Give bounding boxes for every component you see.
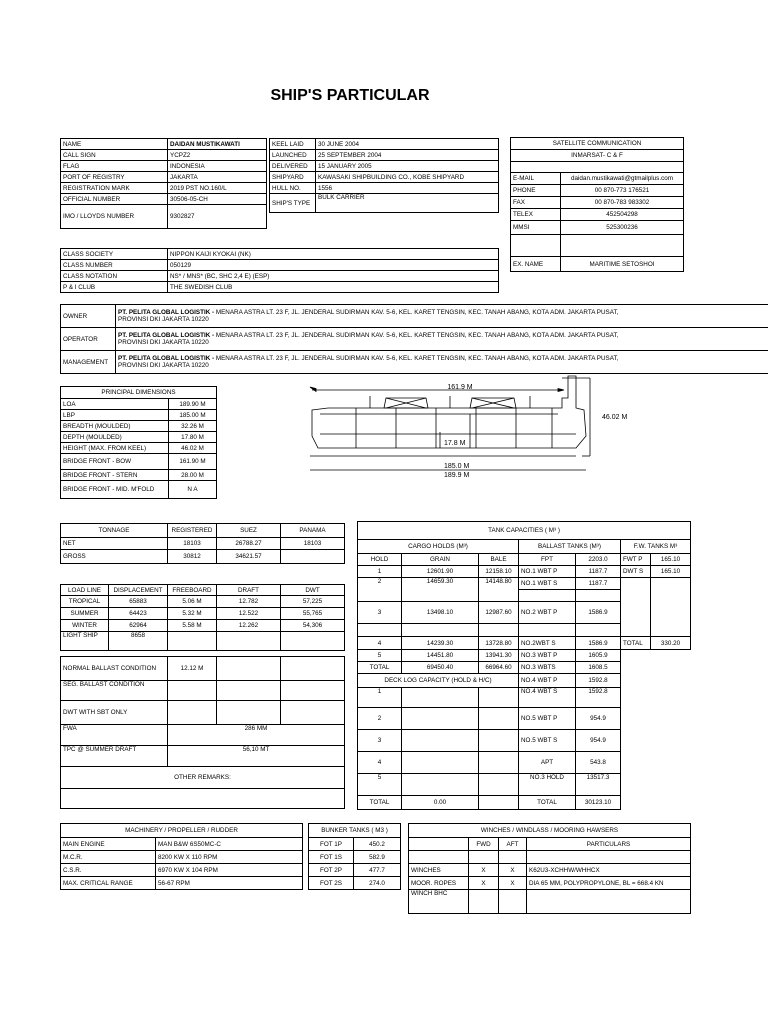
bunker-name: FOT 2S xyxy=(309,877,354,890)
general-value: JAKARTA xyxy=(168,172,267,183)
ballast-value: 1592.8 xyxy=(576,688,621,708)
ballast-name: NO.3 WBTS xyxy=(519,662,576,674)
ballast-name: NO.5 WBT S xyxy=(519,730,576,752)
winches-header: WINCHES / WINDLASS / MOORING HAWSERS xyxy=(409,824,691,838)
fw-tanks-header: F.W. TANKS M³ xyxy=(621,540,691,554)
tonnage-header: PANAMA xyxy=(281,524,345,538)
hold-grain: 14451.80 xyxy=(402,650,479,662)
tonnage-cell: 30812 xyxy=(168,550,217,564)
dimension-value: 189.90 M xyxy=(169,399,217,410)
companies-table xyxy=(60,304,768,374)
load-line-table xyxy=(60,584,345,651)
ballast-name: APT xyxy=(519,752,576,774)
particulars-col-header: PARTICULARS xyxy=(527,838,691,851)
tonnage-header: SUEZ xyxy=(217,524,281,538)
bunker-header: BUNKER TANKS ( M3 ) xyxy=(309,824,401,838)
ballast-name: NO.1 WBT P xyxy=(519,566,576,578)
holds-total-grain: 69450.40 xyxy=(402,662,479,674)
dwt-sbt-label: DWT WITH SBT ONLY xyxy=(61,701,168,725)
dimension-value: 46.02 M xyxy=(169,443,217,454)
hold-grain: 14659.30 xyxy=(402,578,479,602)
dimension-label: BRIDGE FRONT - BOW xyxy=(61,454,169,470)
general-value: INDONESIA xyxy=(168,161,267,172)
fw-total-value: 330.20 xyxy=(651,637,691,650)
dimension-label: LOA xyxy=(61,399,169,410)
dimension-value: 17.80 M xyxy=(169,432,217,443)
ballast-name: NO.1 WBT S xyxy=(519,578,576,590)
bunker-name: FOT 1P xyxy=(309,838,354,851)
build-label: SHIP'S TYPE xyxy=(270,194,316,213)
dimension-label: BREADTH (MOULDED) xyxy=(61,421,169,432)
build-value: BULK CARRIER xyxy=(316,194,499,213)
ship-profile-drawing xyxy=(300,374,640,484)
machinery-value: 8200 KW X 110 RPM xyxy=(156,851,303,864)
tonnage-cell: 34621.57 xyxy=(217,550,281,564)
build-value: 30 JUNE 2004 xyxy=(316,139,499,150)
general-label: IMO / LLOYDS NUMBER xyxy=(61,205,168,229)
cargo-holds-header: CARGO HOLDS (M³) xyxy=(358,540,519,554)
ballast-tanks-header: BALLAST TANKS (M³) xyxy=(519,540,621,554)
company-address-line2: PROVINSI DKI JAKARTA 10220 xyxy=(118,316,209,323)
fw-value: 165.10 xyxy=(651,566,691,578)
dim-lbp: 185.0 M xyxy=(444,463,470,470)
machinery-value: 56-67 RPM xyxy=(156,877,303,890)
bunker-tanks-table xyxy=(308,823,401,890)
machinery-label: MAX. CRITICAL RANGE xyxy=(61,877,156,890)
dimension-label: BRIDGE FRONT - MID. M'FOLD xyxy=(61,481,169,499)
dimension-value: 28.00 M xyxy=(169,470,217,481)
class-value: 050129 xyxy=(168,260,499,271)
general-value: YCPZ2 xyxy=(168,150,267,161)
tonnage-cell: 18103 xyxy=(281,538,345,550)
ballast-total-value: 30123.10 xyxy=(576,796,621,810)
holds-total-label: TOTAL xyxy=(358,662,402,674)
build-value: 1556 xyxy=(316,183,499,194)
build-value: 15 JANUARY 2005 xyxy=(316,161,499,172)
principal-header: PRINCIPAL DIMENSIONS xyxy=(61,387,217,399)
company-label: OPERATOR xyxy=(61,328,116,351)
build-label: KEEL LAID xyxy=(270,139,316,150)
winch-particulars: DIA 65 MM, POLYPROPYLONE, BL = 668.4 KN xyxy=(527,877,691,890)
satcom-value: 525300236 xyxy=(561,221,684,235)
tank-header: TANK CAPACITIES ( M³ ) xyxy=(358,522,691,540)
bunker-value: 450.2 xyxy=(354,838,401,851)
deck-row-no: 4 xyxy=(358,752,402,774)
ballast-value: 1586.9 xyxy=(576,637,621,650)
dimension-label: LBP xyxy=(61,410,169,421)
hold-no: 1 xyxy=(358,566,402,578)
dim-loa: 189.9 M xyxy=(444,472,470,479)
company-label: MANAGEMENT xyxy=(61,351,116,374)
deck-total-value: 0.00 xyxy=(402,796,479,810)
hold-grain: 12601.90 xyxy=(402,566,479,578)
deck-row-no: 5 xyxy=(358,774,402,796)
ballast-name: NO.2WBT S xyxy=(519,637,576,650)
satcom-label: MMSI xyxy=(511,221,561,235)
company-label: OWNER xyxy=(61,305,116,328)
loadline-header: FREEBOARD xyxy=(168,585,217,596)
ballast-value: 1586.9 xyxy=(576,602,621,624)
winch-item: MOOR. ROPES xyxy=(409,877,469,890)
bale-col-header: BALE xyxy=(479,554,519,566)
loadline-cell: 12.782 xyxy=(217,596,281,608)
loadline-cell: LIGHT SHIP xyxy=(61,632,109,651)
class-value: NS* / MNS* (BC, SHC 2,4 E) (ESP) xyxy=(168,271,499,282)
tonnage-cell xyxy=(281,550,345,564)
winch-item: WINCHES xyxy=(409,864,469,877)
class-label: CLASS NOTATION xyxy=(61,271,168,282)
normal-ballast-label: NORMAL BALLAST CONDITION xyxy=(61,657,168,681)
dim-height: 46.02 M xyxy=(602,414,628,421)
tonnage-header: REGISTERED xyxy=(168,524,217,538)
machinery-label: C.S.R. xyxy=(61,864,156,877)
tonnage-table xyxy=(60,523,345,564)
winches-table xyxy=(408,823,691,914)
company-address-line2: PROVINSI DKI JAKARTA 10220 xyxy=(118,339,209,346)
loadline-cell: 64423 xyxy=(109,608,168,620)
dimension-value: 161.90 M xyxy=(169,454,217,470)
deck-row-no: 3 xyxy=(358,730,402,752)
winch-fwd: X xyxy=(469,864,499,877)
class-value: THE SWEDISH CLUB xyxy=(168,282,499,293)
ballast-value: 954.9 xyxy=(576,730,621,752)
loadline-cell: 5.06 M xyxy=(168,596,217,608)
loadline-cell: 12.522 xyxy=(217,608,281,620)
deck-total-label: TOTAL xyxy=(358,796,402,810)
normal-ballast-value: 12.12 M xyxy=(168,657,217,681)
deck-row-no: 2 xyxy=(358,708,402,730)
dim-bridge-bow: 161.9 M xyxy=(447,384,473,391)
general-label: CALL SIGN xyxy=(61,150,168,161)
class-value: NIPPON KAIJI KYOKAI (NK) xyxy=(168,249,499,260)
ballast-name: NO.3 HOLD xyxy=(519,774,576,796)
build-label: HULL NO. xyxy=(270,183,316,194)
hold-bale: 14148.80 xyxy=(479,578,519,602)
company-name: PT. PELITA GLOBAL LOGISTIK - xyxy=(118,355,215,362)
machinery-value: 6970 KW X 104 RPM xyxy=(156,864,303,877)
build-label: LAUNCHED xyxy=(270,150,316,161)
satcom-label: TELEX xyxy=(511,209,561,221)
machinery-label: MAIN ENGINE xyxy=(61,838,156,851)
ballast-name: NO.4 WBT P xyxy=(519,674,576,688)
winch-fwd: X xyxy=(469,877,499,890)
satcom-label: E-MAIL xyxy=(511,173,561,185)
ex-name-value: MARITIME SETOSHOI xyxy=(561,257,684,272)
company-address: MENARA ASTRA LT. 23 F, JL. JENDERAL SUDIRMAN KAV. 5-6, KEL. KARET TENGSIN, KEC. TANAH ABANG, KOTA ADM. JAKARTA PUSAT, xyxy=(214,355,619,362)
loadline-cell: 54,306 xyxy=(281,620,345,632)
hold-bale: 13941.30 xyxy=(479,650,519,662)
class-label: P & I CLUB xyxy=(61,282,168,293)
ballast-value: 1608.5 xyxy=(576,662,621,674)
ballast-value: 13517.3 xyxy=(576,774,621,796)
ballast-value: 2203.0 xyxy=(576,554,621,566)
bunker-value: 582.9 xyxy=(354,851,401,864)
tonnage-header: TONNAGE xyxy=(61,524,168,538)
hold-bale: 13728.80 xyxy=(479,637,519,650)
tonnage-cell: 18103 xyxy=(168,538,217,550)
general-value: 9302827 xyxy=(168,205,267,229)
dimension-label: BRIDGE FRONT - STERN xyxy=(61,470,169,481)
loadline-cell: 57,225 xyxy=(281,596,345,608)
loadline-cell: 5.32 M xyxy=(168,608,217,620)
principal-dimensions-table xyxy=(60,386,217,499)
loadline-header: LOAD LINE xyxy=(61,585,109,596)
ballast-name: FPT xyxy=(519,554,576,566)
ballast-value: 1187.7 xyxy=(576,578,621,590)
tonnage-cell: NET xyxy=(61,538,168,550)
general-label: OFFICIAL NUMBER xyxy=(61,194,168,205)
satcom-value: daidan.mustikawati@gtmailplus.com xyxy=(561,173,684,185)
dimension-value: 32.26 M xyxy=(169,421,217,432)
machinery-value: MAN B&W 6S50MC-C xyxy=(156,838,303,851)
loadline-cell: 5.58 M xyxy=(168,620,217,632)
ballast-value: 954.9 xyxy=(576,708,621,730)
ballast-total-label: TOTAL xyxy=(519,796,576,810)
satcom-value: 452504298 xyxy=(561,209,684,221)
bunker-name: FOT 1S xyxy=(309,851,354,864)
aft-col-header: AFT xyxy=(499,838,527,851)
company-name: PT. PELITA GLOBAL LOGISTIK - xyxy=(118,332,215,339)
winch-aft: X xyxy=(499,864,527,877)
tonnage-cell: GROSS xyxy=(61,550,168,564)
satcom-value: 00 870-773 176521 xyxy=(561,185,684,197)
machinery-label: M.C.R. xyxy=(61,851,156,864)
winch-aft: X xyxy=(499,877,527,890)
fw-total-label: TOTAL xyxy=(621,637,651,650)
loadline-cell: 8658 xyxy=(109,632,168,651)
fwa-value: 286 MM xyxy=(168,725,345,746)
bunker-value: 274.0 xyxy=(354,877,401,890)
tpc-label: TPC @ SUMMER DRAFT xyxy=(61,746,168,767)
winch-particulars: K62U3-XCHHW/WHHCX xyxy=(527,864,691,877)
hold-bale: 12987.60 xyxy=(479,602,519,624)
general-label: NAME xyxy=(61,139,168,150)
bunker-name: FOT 2P xyxy=(309,864,354,877)
build-value: 25 SEPTEMBER 2004 xyxy=(316,150,499,161)
loadline-cell: SUMMER xyxy=(61,608,109,620)
grain-col-header: GRAIN xyxy=(402,554,479,566)
build-value: KAWASAKI SHIPBUILDING CO., KOBE SHIPYARD xyxy=(316,172,499,183)
general-value: 2019 PST NO.160/L xyxy=(168,183,267,194)
hold-grain: 13498.10 xyxy=(402,602,479,624)
ex-name-label: EX. NAME xyxy=(511,257,561,272)
seg-ballast-label: SEG. BALLAST CONDITION xyxy=(61,681,168,701)
loadline-header: DISPLACEMENT xyxy=(109,585,168,596)
general-table xyxy=(60,138,267,229)
build-label: DELIVERED xyxy=(270,161,316,172)
ballast-name: NO.5 WBT P xyxy=(519,708,576,730)
build-label: SHIPYARD xyxy=(270,172,316,183)
fw-name: DWT S xyxy=(621,566,651,578)
general-label: PORT OF REGISTRY xyxy=(61,172,168,183)
loadline-cell: 12.262 xyxy=(217,620,281,632)
general-label: REGISTRATION MARK xyxy=(61,183,168,194)
hold-no: 4 xyxy=(358,637,402,650)
satcom-table xyxy=(510,137,684,272)
satcom-label: FAX xyxy=(511,197,561,209)
dimension-label: DEPTH (MOULDED) xyxy=(61,432,169,443)
loadline-cell: 62964 xyxy=(109,620,168,632)
ballast-name: NO.2 WBT P xyxy=(519,602,576,624)
ballast-value: 1187.7 xyxy=(576,566,621,578)
tonnage-cell: 26788.27 xyxy=(217,538,281,550)
general-label: FLAG xyxy=(61,161,168,172)
deck-row-no: 1 xyxy=(358,688,402,708)
loadline-cell: 65883 xyxy=(109,596,168,608)
company-address: MENARA ASTRA LT. 23 F, JL. JENDERAL SUDIRMAN KAV. 5-6, KEL. KARET TENGSIN, KEC. TANAH ABANG, KOTA ADM. JAKARTA PUSAT, xyxy=(214,332,619,339)
deck-log-header: DECK LOG CAPACITY (HOLD & H/C) xyxy=(358,674,519,688)
class-label: CLASS SOCIETY xyxy=(61,249,168,260)
general-value: 30506-05-CH xyxy=(168,194,267,205)
dimension-label: HEIGHT (MAX. FROM KEEL) xyxy=(61,443,169,454)
ballast-name: NO.4 WBT S xyxy=(519,688,576,708)
bunker-value: 477.7 xyxy=(354,864,401,877)
class-table xyxy=(60,248,499,293)
hold-grain: 14239.30 xyxy=(402,637,479,650)
company-address: MENARA ASTRA LT. 23 F, JL. JENDERAL SUDIRMAN KAV. 5-6, KEL. KARET TENGSIN, KEC. TANAH ABANG, KOTA ADM. JAKARTA PUSAT, xyxy=(214,309,619,316)
ballast-value: 1592.8 xyxy=(576,674,621,688)
winch-item: WINCH BHC xyxy=(409,890,469,914)
general-value: DAIDAN MUSTIKAWATI xyxy=(168,139,267,150)
company-address-line2: PROVINSI DKI JAKARTA 10220 xyxy=(118,362,209,369)
loadline-cell: TROPICAL xyxy=(61,596,109,608)
class-label: CLASS NUMBER xyxy=(61,260,168,271)
fw-value: 165.10 xyxy=(651,554,691,566)
conditions-table xyxy=(60,656,345,809)
ballast-value: 1605.9 xyxy=(576,650,621,662)
dimension-value: N A xyxy=(169,481,217,499)
satcom-system: INMARSAT- C & F xyxy=(511,150,684,162)
dim-depth: 17.8 M xyxy=(444,440,466,447)
loadline-cell: WINTER xyxy=(61,620,109,632)
hold-no: 3 xyxy=(358,602,402,624)
machinery-table xyxy=(60,823,303,890)
build-table xyxy=(269,138,499,213)
page-title: SHIP'S PARTICULAR xyxy=(270,87,430,104)
fwd-col-header: FWD xyxy=(469,838,499,851)
fwa-label: FWA xyxy=(61,725,168,746)
tank-capacities-table xyxy=(357,521,691,810)
satcom-value: 00 870-783 983302 xyxy=(561,197,684,209)
loadline-header: DWT xyxy=(281,585,345,596)
company-name: PT. PELITA GLOBAL LOGISTIK - xyxy=(118,309,215,316)
tpc-value: 56,10 MT xyxy=(168,746,345,767)
other-remarks-label: OTHER REMARKS: xyxy=(61,767,345,789)
ballast-name: NO.3 WBT P xyxy=(519,650,576,662)
loadline-header: DRAFT xyxy=(217,585,281,596)
satcom-header: SATELLITE COMMUNICATION xyxy=(511,138,684,150)
hold-bale: 12158.10 xyxy=(479,566,519,578)
dimension-value: 185.00 M xyxy=(169,410,217,421)
loadline-cell: 55,765 xyxy=(281,608,345,620)
satcom-label: PHONE xyxy=(511,185,561,197)
holds-total-bale: 66964.60 xyxy=(479,662,519,674)
hold-no: 5 xyxy=(358,650,402,662)
hold-no: 2 xyxy=(358,578,402,602)
machinery-header: MACHINERY / PROPELLER / RUDDER xyxy=(61,824,303,838)
fw-name: FWT P xyxy=(621,554,651,566)
ballast-value: 543.8 xyxy=(576,752,621,774)
hold-col-header: HOLD xyxy=(358,554,402,566)
